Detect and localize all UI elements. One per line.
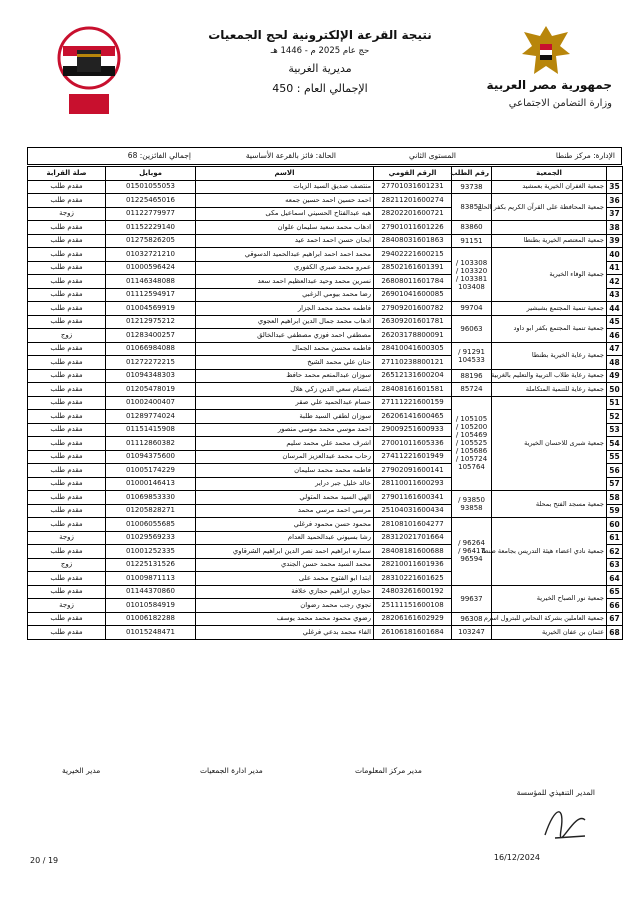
- mobile-number: 01000146413: [106, 477, 196, 491]
- member-name: خالد خليل جبر دراير: [196, 477, 374, 491]
- page-subtitle: حج عام 2025 م - 1446 هـ: [270, 46, 370, 56]
- row-number: 54: [607, 437, 623, 451]
- relation: مقدم طلب: [28, 477, 106, 491]
- relation: زوجة: [28, 531, 106, 545]
- row-number: 37: [607, 207, 623, 221]
- request-number: 91151: [452, 234, 492, 248]
- member-name: عمرو محمد صبري الكفوري: [196, 261, 374, 275]
- page-title: نتيجة القرعة الإلكترونية لحج الجمعيات: [208, 28, 432, 42]
- request-number: 83860: [452, 221, 492, 235]
- relation: مقدم طلب: [28, 261, 106, 275]
- institution-cell: [492, 221, 607, 235]
- mobile-number: 01032721210: [106, 248, 196, 262]
- relation: مقدم طلب: [28, 194, 106, 208]
- national-id: 28410041600305: [374, 342, 452, 356]
- national-id: 28110011600293: [374, 477, 452, 491]
- relation: زوج: [28, 329, 106, 343]
- national-id: 27411221601949: [374, 450, 452, 464]
- member-name: ابتدا ابو الفتوح محمد على: [196, 572, 374, 586]
- row-number: 38: [607, 221, 623, 235]
- hajj-emblem-icon: [55, 24, 123, 119]
- relation: مقدم طلب: [28, 396, 106, 410]
- national-id: 26512131600204: [374, 369, 452, 383]
- relation: مقدم طلب: [28, 356, 106, 370]
- national-id: 29009251600933: [374, 423, 452, 437]
- table-row: [28, 491, 623, 505]
- request-number: 99637: [452, 585, 492, 612]
- national-id: 28310221601625: [374, 572, 452, 586]
- institution-cell: جمعية تنمية المجتمع بشبشير: [492, 302, 607, 316]
- institution-cell: عثمان بن عفان الخيرية: [492, 626, 607, 640]
- institution-cell: جمعية رعاية الخيرية بطنطا: [492, 342, 607, 369]
- relation: مقدم طلب: [28, 626, 106, 640]
- mobile-number: 01289774024: [106, 410, 196, 424]
- relation: مقدم طلب: [28, 612, 106, 626]
- table-row: [28, 234, 623, 248]
- relation: مقدم طلب: [28, 369, 106, 383]
- national-id: 27901161600341: [374, 491, 452, 505]
- national-id: 26901041600085: [374, 288, 452, 302]
- row-number: 52: [607, 410, 623, 424]
- row-number: 41: [607, 261, 623, 275]
- member-name: فاطمه محسن محمد الجمال: [196, 342, 374, 356]
- institution-cell: جمعية رعاية طلاب التربية والتعليم بالغربية: [492, 369, 607, 383]
- national-id: 27701031601231: [374, 180, 452, 194]
- page-number: 19 / 20: [30, 856, 59, 865]
- mobile-number: 01283400257: [106, 329, 196, 343]
- request-number: 105105 / 105200 / 105469 / 105525 / 105686 / 105724 / 105764: [452, 396, 492, 491]
- row-number: 36: [607, 194, 623, 208]
- request-number: 88196: [452, 369, 492, 383]
- row-number: 57: [607, 477, 623, 491]
- mobile-number: 01112594917: [106, 288, 196, 302]
- table-body: [28, 180, 623, 639]
- signature-label: مدير الخيرية: [62, 766, 101, 775]
- national-id: 28408181600688: [374, 545, 452, 559]
- mobile-number: 01501055053: [106, 180, 196, 194]
- member-name: الفاء محمد بدعي فرغلي: [196, 626, 374, 640]
- member-name: محمد السيد محمد حسن الجندي: [196, 558, 374, 572]
- row-number: 62: [607, 545, 623, 559]
- table-row: [28, 518, 623, 532]
- mobile-number: 01006055685: [106, 518, 196, 532]
- relation: مقدم طلب: [28, 423, 106, 437]
- institution-cell: جمعية نادي اعضاء هيئة التدريس بجامعة طنطا: [492, 518, 607, 586]
- mobile-number: 01094375600: [106, 450, 196, 464]
- national-id: 28408031601863: [374, 234, 452, 248]
- table-row: [28, 612, 623, 626]
- signature-icon: [535, 800, 595, 845]
- table-header-row: [28, 167, 623, 181]
- national-id: 29402221600215: [374, 248, 452, 262]
- row-number: 48: [607, 356, 623, 370]
- institution-cell: جمعية المحافظة على القرآن الكريم بكفر الحاج: [492, 194, 607, 221]
- institution-cell: جمعية المعتصم الخيرية بطنطا: [492, 234, 607, 248]
- request-number: 96264 / 96417 / 96594: [452, 518, 492, 586]
- row-number: 46: [607, 329, 623, 343]
- row-number: 35: [607, 180, 623, 194]
- member-name: رحاب محمد عبدالعزيز المرسان: [196, 450, 374, 464]
- row-number: 49: [607, 369, 623, 383]
- relation: مقدم طلب: [28, 518, 106, 532]
- institution-cell: جمعية الوفاء الخيرية: [492, 248, 607, 302]
- member-name: رشا بسيوني عبدالحميد العدام: [196, 531, 374, 545]
- member-name: رضوي محمود محمد محمد يوسف: [196, 612, 374, 626]
- relation: زوج: [28, 558, 106, 572]
- row-number: 39: [607, 234, 623, 248]
- signature-label: مدير ادارة الجمعيات: [200, 766, 263, 775]
- institution-cell: جمعية نور الصباح الخيرية: [492, 585, 607, 612]
- national-id: 27111221600159: [374, 396, 452, 410]
- mobile-number: 01004569919: [106, 302, 196, 316]
- mobile-number: 01094348303: [106, 369, 196, 383]
- national-id: 27909201600782: [374, 302, 452, 316]
- mobile-number: 01000596424: [106, 261, 196, 275]
- member-name: حجازي ابراهيم حجازي خلافة: [196, 585, 374, 599]
- row-number: 67: [607, 612, 623, 626]
- member-name: فاطمه محمد محمد سليمان: [196, 464, 374, 478]
- page-header: [0, 0, 640, 150]
- table-row: [28, 221, 623, 235]
- mobile-number: 01225465016: [106, 194, 196, 208]
- row-number: 59: [607, 504, 623, 518]
- row-number: 64: [607, 572, 623, 586]
- member-name: حسام عبدالحميد علي صقر: [196, 396, 374, 410]
- mobile-number: 01225131526: [106, 558, 196, 572]
- relation: مقدم طلب: [28, 315, 106, 329]
- table-row: [28, 585, 623, 599]
- row-number: 40: [607, 248, 623, 262]
- mobile-number: 01010584919: [106, 599, 196, 613]
- ministry-name: وزارة التضامن الاجتماعي: [508, 98, 612, 109]
- table-row: [28, 396, 623, 410]
- national-id: 26203178800091: [374, 329, 452, 343]
- member-name: نسرين محمد وحيد عبدالعظيم احمد سعد: [196, 275, 374, 289]
- relation: مقدم طلب: [28, 342, 106, 356]
- member-name: نجوي رجب محمد رضوان: [196, 599, 374, 613]
- member-name: رضا محمد بيومي الزغبي: [196, 288, 374, 302]
- relation: مقدم طلب: [28, 383, 106, 397]
- member-name: مصطفي احمد فوزي مصطفي عبدالخالق: [196, 329, 374, 343]
- relation: مقدم طلب: [28, 572, 106, 586]
- mobile-number: 01015248471: [106, 626, 196, 640]
- mobile-number: 01144370860: [106, 585, 196, 599]
- signature-label: مدير مركز المعلومات: [355, 766, 422, 775]
- row-number: 63: [607, 558, 623, 572]
- row-number: 68: [607, 626, 623, 640]
- row-number: 42: [607, 275, 623, 289]
- table-row: [28, 342, 623, 356]
- admin-label: الإدارة: مركز طنطا: [555, 151, 615, 160]
- member-name: هبه عبدالفتاح الحسيني اسماعيل مكى: [196, 207, 374, 221]
- table-row: [28, 194, 623, 208]
- national-id: 28108101604277: [374, 518, 452, 532]
- member-name: فاطمه محمد محمد الجزار: [196, 302, 374, 316]
- national-id: 26309201601781: [374, 315, 452, 329]
- national-id: 25111151600108: [374, 599, 452, 613]
- directorate: مديرية الغربية: [288, 62, 352, 75]
- member-name: احمد حسين احمد حسين جمعه: [196, 194, 374, 208]
- document-date: 16/12/2024: [493, 853, 540, 862]
- relation: زوجة: [28, 599, 106, 613]
- request-number: 103308 / 103320 / 103381 / 103408: [452, 248, 492, 302]
- request-number: 83851: [452, 194, 492, 221]
- request-number: 96063: [452, 315, 492, 342]
- national-id: 27901011601226: [374, 221, 452, 235]
- row-number: 43: [607, 288, 623, 302]
- mobile-number: 01066984088: [106, 342, 196, 356]
- row-number: 53: [607, 423, 623, 437]
- row-number: 61: [607, 531, 623, 545]
- row-number: 45: [607, 315, 623, 329]
- relation: مقدم طلب: [28, 545, 106, 559]
- level-label: المستوى الثاني: [408, 151, 456, 160]
- member-name: مرسي احمد مرسي محمد: [196, 504, 374, 518]
- table-row: [28, 180, 623, 194]
- relation: مقدم طلب: [28, 221, 106, 235]
- mobile-number: 01006182288: [106, 612, 196, 626]
- mobile-number: 01002400407: [106, 396, 196, 410]
- member-name: الهي السيد محمد المتولي: [196, 491, 374, 505]
- relation: مقدم طلب: [28, 410, 106, 424]
- mobile-number: 01205828271: [106, 504, 196, 518]
- col-header: صلة القرابة: [28, 167, 106, 181]
- relation: مقدم طلب: [28, 248, 106, 262]
- relation: مقدم طلب: [28, 288, 106, 302]
- member-name: ابحان حسن احمد احمد عيد: [196, 234, 374, 248]
- national-id: 27001011605336: [374, 437, 452, 451]
- national-id: 24803261600192: [374, 585, 452, 599]
- row-number: 56: [607, 464, 623, 478]
- col-header: الاسم: [196, 167, 374, 181]
- member-name: محمد احمد احمد ابراهيم عبدالحميد الدسوقي: [196, 248, 374, 262]
- member-name: سوزان لطفي السيد طلبة: [196, 410, 374, 424]
- table-row: [28, 383, 623, 397]
- member-name: سوزان عبدالمنعم محمد حافظ: [196, 369, 374, 383]
- relation: مقدم طلب: [28, 302, 106, 316]
- table-row: [28, 302, 623, 316]
- request-number: 93738: [452, 180, 492, 194]
- national-id: 28206161602929: [374, 612, 452, 626]
- col-header: [607, 167, 623, 181]
- col-header: الرقم القومي: [374, 167, 452, 181]
- relation: مقدم طلب: [28, 437, 106, 451]
- mobile-number: 01152229140: [106, 221, 196, 235]
- relation: مقدم طلب: [28, 180, 106, 194]
- row-number: 51: [607, 396, 623, 410]
- request-number: 93850 / 93858: [452, 491, 492, 518]
- national-id: 28210011601936: [374, 558, 452, 572]
- status-label: الحالة: فائز بالقرعة الأساسية: [245, 151, 336, 160]
- mobile-number: 01212975212: [106, 315, 196, 329]
- national-id: 26106181601684: [374, 626, 452, 640]
- row-number: 65: [607, 585, 623, 599]
- relation: مقدم طلب: [28, 491, 106, 505]
- member-name: محمود حسن محمود فرغلي: [196, 518, 374, 532]
- national-id: 27902091600141: [374, 464, 452, 478]
- member-name: ادهاب محمد سعيد سليمان علوان: [196, 221, 374, 235]
- national-id: 28502161601391: [374, 261, 452, 275]
- institution-cell: جمعية تنمية المجتمع بكفر ابو داود: [492, 315, 607, 342]
- info-bar: [27, 147, 622, 165]
- request-number: 85724: [452, 383, 492, 397]
- government-name: جمهورية مصر العربية: [486, 78, 612, 92]
- institution-cell: جمعية شبرى للاحسان الخيرية: [492, 396, 607, 491]
- member-name: حنان علي محمد الشيخ: [196, 356, 374, 370]
- mobile-number: 01069853330: [106, 491, 196, 505]
- institution-cell: جمعية رعاية للتنمية المتكاملة: [492, 383, 607, 397]
- institution-cell: جمعية العاملين بشركة النحاس للبترول اسرم: [492, 612, 607, 626]
- mobile-number: 01005174229: [106, 464, 196, 478]
- col-header: الجمعية: [492, 167, 607, 181]
- institution-cell: جمعية الغفران الخيرية بعمشيد: [492, 180, 607, 194]
- grand-total: الإجمالي العام : 450: [272, 82, 368, 95]
- national-id: 28211201600274: [374, 194, 452, 208]
- request-number: 96308: [452, 612, 492, 626]
- mobile-number: 01151415908: [106, 423, 196, 437]
- relation: مقدم طلب: [28, 464, 106, 478]
- member-name: ادهاب محمد جمال الدين ابراهيم العجوي: [196, 315, 374, 329]
- mobile-number: 01146348088: [106, 275, 196, 289]
- results-table: [27, 166, 623, 640]
- member-name: احمد موسي محمد موسي منصور: [196, 423, 374, 437]
- member-name: اشرف محمد علي محمد سليم: [196, 437, 374, 451]
- table-row: [28, 369, 623, 383]
- relation: مقدم طلب: [28, 585, 106, 599]
- row-number: 58: [607, 491, 623, 505]
- mobile-number: 01275826205: [106, 234, 196, 248]
- row-number: 44: [607, 302, 623, 316]
- table-row: [28, 315, 623, 329]
- egypt-eagle-icon: [518, 22, 574, 84]
- mobile-number: 01112860382: [106, 437, 196, 451]
- request-number: 91291 / 104533: [452, 342, 492, 369]
- mobile-number: 01122779977: [106, 207, 196, 221]
- table-row: [28, 248, 623, 262]
- col-header: رقم الطلب: [452, 167, 492, 181]
- row-number: 55: [607, 450, 623, 464]
- national-id: 25104031600434: [374, 504, 452, 518]
- row-number: 47: [607, 342, 623, 356]
- request-number: 103247: [452, 626, 492, 640]
- national-id: 26206141600465: [374, 410, 452, 424]
- signature-label: المدير التنفيذي للمؤسسة: [516, 788, 595, 797]
- national-id: 28202201600721: [374, 207, 452, 221]
- relation: زوجة: [28, 207, 106, 221]
- national-id: 28408161601581: [374, 383, 452, 397]
- row-number: 60: [607, 518, 623, 532]
- member-name: ابتسام سعي الدين زكي هلال: [196, 383, 374, 397]
- col-header: موبايل: [106, 167, 196, 181]
- national-id: 28312021701664: [374, 531, 452, 545]
- mobile-number: 01205478019: [106, 383, 196, 397]
- relation: مقدم طلب: [28, 504, 106, 518]
- national-id: 26808011601784: [374, 275, 452, 289]
- mobile-number: 01272272215: [106, 356, 196, 370]
- request-number: 99704: [452, 302, 492, 316]
- row-number: 50: [607, 383, 623, 397]
- national-id: 27110238800121: [374, 356, 452, 370]
- mobile-number: 01001252335: [106, 545, 196, 559]
- member-name: سماره ابراهيم احمد نصر الدين ابراهيم الشرقاوي: [196, 545, 374, 559]
- institution-cell: جمعية مسجد الفتح بمحلة: [492, 491, 607, 518]
- winners-count: إجمالي الفائزين: 68: [127, 151, 191, 160]
- mobile-number: 01029569233: [106, 531, 196, 545]
- mobile-number: 01009871113: [106, 572, 196, 586]
- row-number: 66: [607, 599, 623, 613]
- table-row: [28, 626, 623, 640]
- member-name: منتصف صديق السيد الزيات: [196, 180, 374, 194]
- relation: مقدم طلب: [28, 450, 106, 464]
- relation: مقدم طلب: [28, 275, 106, 289]
- relation: مقدم طلب: [28, 234, 106, 248]
